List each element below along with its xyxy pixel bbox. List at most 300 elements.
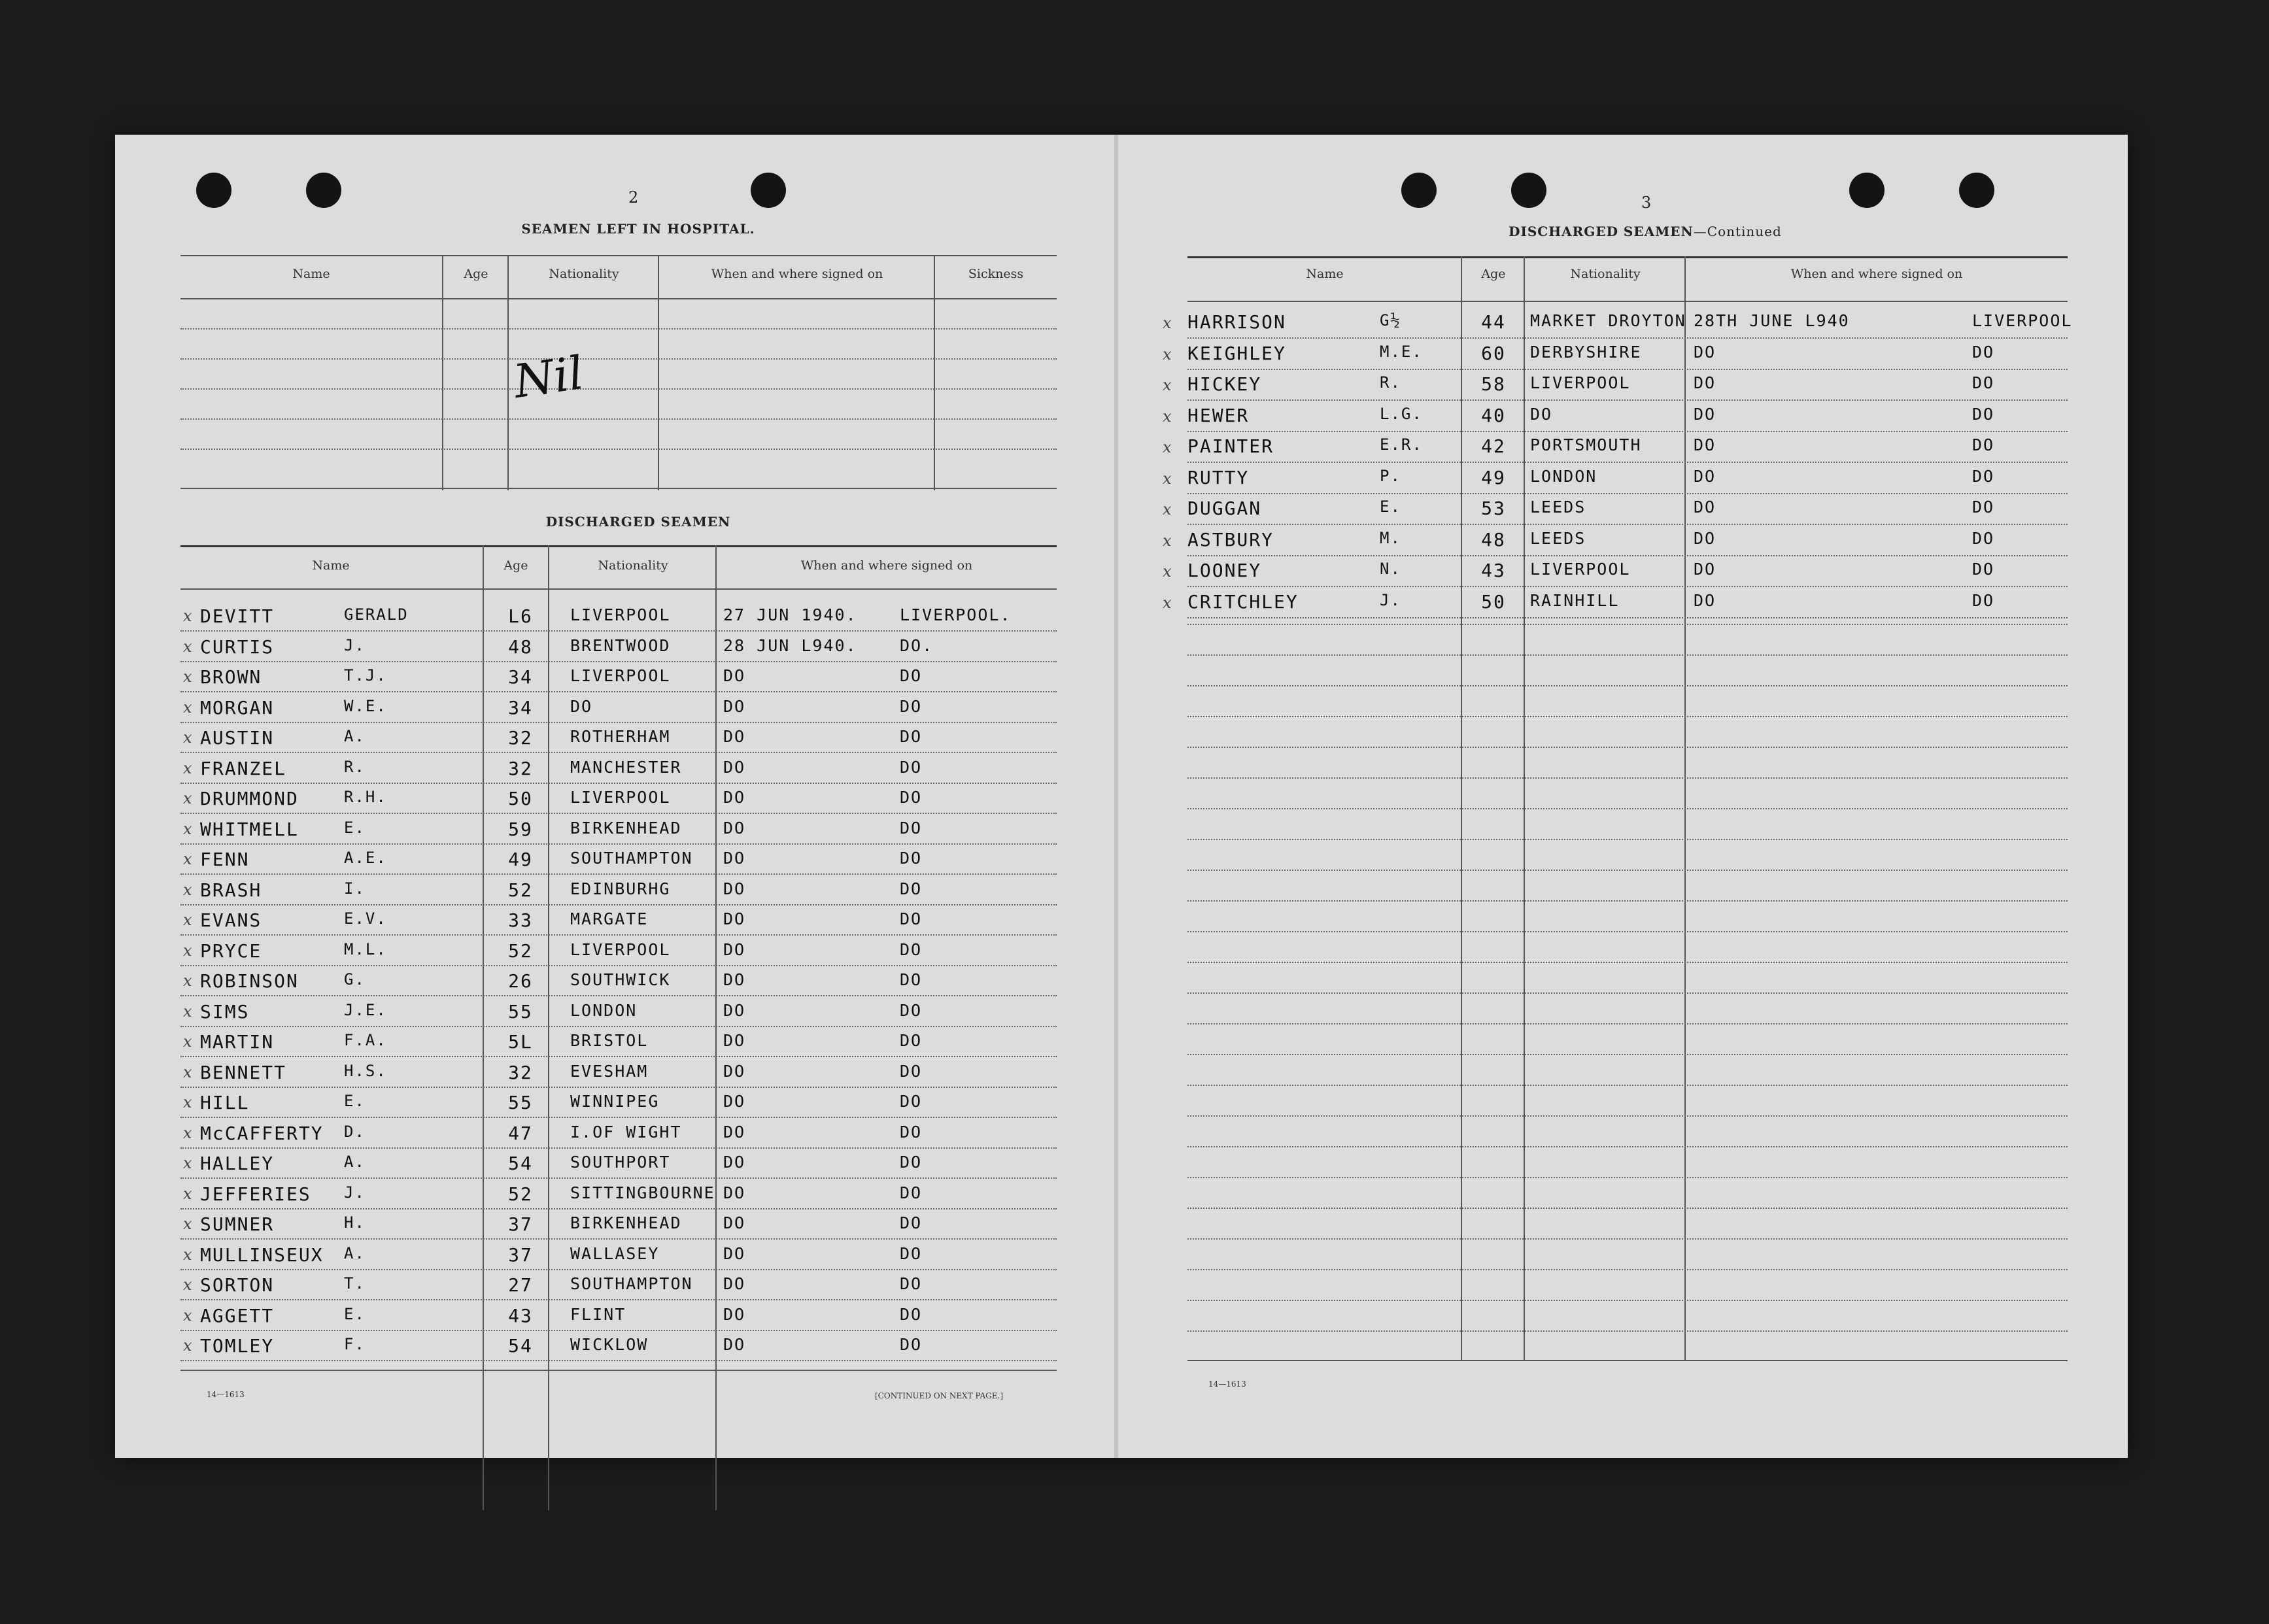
tick-mark: x [183, 1093, 192, 1111]
seaman-initials: H.S. [344, 1062, 387, 1080]
seaman-nationality: LONDON [570, 1001, 638, 1020]
table-bottom-rule [180, 1370, 1057, 1371]
tick-mark: x [183, 1185, 192, 1203]
tick-mark: x [183, 1154, 192, 1172]
seaman-surname: RUTTY [1187, 467, 1250, 488]
seaman-nationality: BRISTOL [570, 1031, 649, 1050]
ledger-sheet [115, 135, 2128, 1458]
seaman-age: 32 [508, 727, 533, 749]
punch-hole [1849, 173, 1885, 208]
seaman-nationality: LIVERPOOL [570, 940, 671, 959]
tick-mark: x [183, 607, 192, 625]
seaman-surname: LOONEY [1187, 560, 1262, 581]
hospital-header-nationality: Nationality [549, 267, 619, 281]
blank-row-rule [1187, 808, 2068, 809]
signed-on-place: DO [1972, 467, 1995, 486]
seaman-age: 27 [508, 1274, 533, 1296]
seaman-surname: SUMNER [200, 1213, 275, 1235]
row-rule [1187, 399, 2068, 401]
row-rule [1187, 586, 2068, 587]
tick-mark: x [183, 972, 192, 990]
seaman-age: 32 [508, 758, 533, 779]
tick-mark: x [1163, 314, 1172, 332]
punch-hole [196, 173, 231, 208]
seaman-nationality: PORTSMOUTH [1530, 435, 1642, 454]
row-rule [180, 1208, 1057, 1210]
signed-on-date: DO [723, 1305, 746, 1324]
signed-on-place: DO [900, 1274, 923, 1293]
seaman-surname: McCAFFERTY [200, 1123, 324, 1144]
punch-hole [306, 173, 341, 208]
blank-row-rule [1187, 1054, 2068, 1055]
row-rule [1187, 524, 2068, 525]
seaman-age: 44 [1481, 311, 1506, 333]
seaman-nationality: ROTHERHAM [570, 727, 671, 746]
blank-row-rule [1187, 1146, 2068, 1147]
blank-row-rule [1187, 654, 2068, 656]
tick-mark: x [1163, 594, 1172, 612]
seaman-initials: E. [344, 819, 366, 837]
signed-on-place: DO [1972, 591, 1995, 610]
tick-mark: x [1163, 532, 1172, 550]
signed-on-place: DO [900, 879, 923, 898]
seaman-age: 49 [508, 849, 533, 870]
signed-on-date: DO [1694, 591, 1716, 610]
signed-on-date: DO [723, 1001, 746, 1020]
signed-on-place: DO [900, 788, 923, 807]
right-header-signed-on: When and where signed on [1790, 267, 1963, 281]
row-rule [180, 1330, 1057, 1331]
seaman-initials: M. [1380, 529, 1401, 547]
seaman-initials: A. [344, 727, 366, 745]
seaman-surname: AGGETT [200, 1305, 275, 1327]
seaman-surname: PRYCE [200, 940, 262, 962]
seaman-nationality: BIRKENHEAD [570, 1213, 682, 1232]
seaman-initials: H. [344, 1213, 366, 1232]
seaman-nationality: WICKLOW [570, 1335, 649, 1354]
tick-mark: x [183, 789, 192, 807]
signed-on-place: DO [900, 1305, 923, 1324]
signed-on-place: DO [900, 1001, 923, 1020]
seaman-nationality: DERBYSHIRE [1530, 343, 1642, 362]
signed-on-date: DO [723, 1335, 746, 1354]
seaman-surname: SORTON [200, 1274, 275, 1296]
row-rule [180, 722, 1057, 723]
table-bottom-rule [1187, 1360, 2068, 1361]
signed-on-date: DO [723, 666, 746, 685]
seaman-surname: HARRISON [1187, 311, 1286, 333]
left-form-number: 14—1613 [207, 1390, 245, 1399]
hospital-header-sickness: Sickness [968, 267, 1024, 281]
blank-row-rule [1187, 1115, 2068, 1117]
row-rule [180, 873, 1057, 875]
discharged-header-signed-on: When and where signed on [800, 558, 973, 573]
right-header-nationality: Nationality [1570, 267, 1641, 281]
right-page-number: 3 [1641, 194, 1652, 212]
row-rule [180, 630, 1057, 632]
seaman-initials: J. [1380, 591, 1401, 609]
seaman-initials: D. [344, 1123, 366, 1141]
signed-on-place: DO [1972, 343, 1995, 362]
seaman-nationality: SOUTHAMPTON [570, 1274, 693, 1293]
seaman-age: 54 [508, 1153, 533, 1174]
discharged-section-title: DISCHARGED SEAMEN [545, 514, 731, 530]
row-rule [180, 661, 1057, 662]
discharged-header-nationality: Nationality [598, 558, 668, 573]
seaman-age: 37 [508, 1244, 533, 1266]
row-rule [180, 1117, 1057, 1118]
seaman-initials: J.E. [344, 1001, 387, 1019]
seaman-surname: HILL [200, 1092, 250, 1113]
seaman-age: 55 [508, 1092, 533, 1113]
seaman-surname: BROWN [200, 666, 262, 688]
punch-hole [751, 173, 786, 208]
seaman-age: 5L [508, 1031, 533, 1053]
tick-mark: x [183, 1245, 192, 1264]
tick-mark: x [183, 637, 192, 656]
seaman-initials: I. [344, 879, 366, 898]
row-rule [180, 691, 1057, 692]
seaman-age: 53 [1481, 498, 1506, 519]
seaman-initials: E. [1380, 498, 1401, 516]
seaman-nationality: LONDON [1530, 467, 1597, 486]
signed-on-place: DO [900, 1123, 923, 1142]
seaman-initials: R.H. [344, 788, 387, 806]
signed-on-place: DO [900, 1183, 923, 1202]
seaman-initials: G. [344, 970, 366, 989]
discharged-header-name: Name [312, 558, 350, 573]
row-rule [180, 934, 1057, 936]
seaman-nationality: LEEDS [1530, 498, 1586, 516]
signed-on-date: DO [1694, 435, 1716, 454]
seaman-initials: E. [344, 1305, 366, 1323]
row-rule [180, 904, 1057, 905]
signed-on-date: DO [723, 849, 746, 868]
seaman-nationality: LIVERPOOL [1530, 373, 1631, 392]
signed-on-place: DO [900, 909, 923, 928]
seaman-nationality: RAINHILL [1530, 591, 1620, 610]
seaman-surname: BENNETT [200, 1062, 287, 1083]
signed-on-date: DO [723, 1123, 746, 1142]
tick-mark: x [1163, 376, 1172, 394]
signed-on-place: LIVERPOOL. [900, 605, 1012, 624]
signed-on-place: DO [1972, 529, 1995, 548]
signed-on-place: DO [900, 819, 923, 837]
seaman-surname: DEVITT [200, 605, 275, 627]
signed-on-date: DO [723, 758, 746, 777]
signed-on-date: DO [723, 970, 746, 989]
seaman-nationality: LEEDS [1530, 529, 1586, 548]
hospital-header-age: Age [464, 267, 488, 281]
tick-mark: x [183, 759, 192, 777]
tick-mark: x [183, 1032, 192, 1051]
signed-on-date: DO [1694, 498, 1716, 516]
signed-on-date: DO [723, 1244, 746, 1263]
right-header-age: Age [1481, 267, 1506, 281]
seaman-age: 48 [1481, 529, 1506, 550]
tick-mark: x [1163, 407, 1172, 426]
seaman-initials: N. [1380, 560, 1401, 578]
seaman-initials: E. [344, 1092, 366, 1110]
seaman-nationality: I.OF WIGHT [570, 1123, 682, 1142]
seaman-age: 48 [508, 636, 533, 658]
seaman-age: 60 [1481, 343, 1506, 364]
seaman-surname: PAINTER [1187, 435, 1274, 457]
signed-on-place: LIVERPOOL [1972, 311, 2073, 330]
seaman-surname: FRANZEL [200, 758, 287, 779]
signed-on-date: DO [723, 1062, 746, 1081]
tick-mark: x [183, 668, 192, 686]
seaman-nationality: SOUTHWICK [570, 970, 671, 989]
seaman-age: 55 [508, 1001, 533, 1023]
signed-on-date: DO [723, 879, 746, 898]
signed-on-date: DO [723, 1153, 746, 1172]
seaman-age: 58 [1481, 373, 1506, 395]
seaman-nationality: DO [570, 697, 593, 716]
blank-row-rule [1187, 716, 2068, 717]
seaman-age: 54 [508, 1335, 533, 1357]
blank-row-rule [1187, 1238, 2068, 1240]
seaman-age: L6 [508, 605, 533, 627]
signed-on-date: 28 JUN L940. [723, 636, 857, 655]
signed-on-place: DO [900, 970, 923, 989]
blank-row-rule [1187, 624, 2068, 625]
seaman-surname: DRUMMOND [200, 788, 299, 809]
tick-mark: x [183, 850, 192, 868]
signed-on-date: DO [1694, 373, 1716, 392]
seaman-age: 33 [508, 909, 533, 931]
seaman-nationality: WALLASEY [570, 1244, 660, 1263]
row-rule [1187, 337, 2068, 339]
seaman-initials: M.L. [344, 940, 387, 958]
seaman-nationality: DO [1530, 405, 1553, 424]
blank-row-rule [1187, 1085, 2068, 1086]
signed-on-date: DO [723, 1183, 746, 1202]
signed-on-place: DO [900, 1092, 923, 1111]
tick-mark: x [1163, 562, 1172, 581]
seaman-age: 32 [508, 1062, 533, 1083]
blank-row-rule [1187, 962, 2068, 963]
signed-on-place: DO [900, 727, 923, 746]
seaman-nationality: MARGATE [570, 909, 649, 928]
blank-row-rule [1187, 1208, 2068, 1209]
tick-mark: x [183, 1336, 192, 1355]
seaman-age: 34 [508, 697, 533, 719]
signed-on-date: DO [1694, 467, 1716, 486]
hospital-header-name: Name [292, 267, 330, 281]
right-discharged-title [1187, 224, 2103, 239]
seaman-age: 50 [1481, 591, 1506, 613]
signed-on-date: DO [723, 1213, 746, 1232]
seaman-nationality: SITTINGBOURNE [570, 1183, 715, 1202]
seaman-nationality: EDINBURHG [570, 879, 671, 898]
blank-row-rule [1187, 900, 2068, 902]
tick-mark: x [183, 820, 192, 838]
seaman-initials: L.G. [1380, 405, 1423, 423]
row-rule [180, 965, 1057, 966]
seaman-age: 34 [508, 666, 533, 688]
right-title-main: DISCHARGED SEAMEN [1509, 224, 1694, 239]
signed-on-date: DO [723, 819, 746, 837]
seaman-initials: A. [344, 1153, 366, 1171]
row-rule [1187, 431, 2068, 432]
right-form-number: 14—1613 [1208, 1379, 1246, 1389]
tick-mark: x [1163, 438, 1172, 456]
punch-hole [1959, 173, 1994, 208]
signed-on-place: DO [1972, 435, 1995, 454]
punch-hole [1511, 173, 1546, 208]
signed-on-place: DO [1972, 498, 1995, 516]
seaman-nationality: BIRKENHEAD [570, 819, 682, 837]
seaman-initials: G½ [1380, 311, 1401, 330]
signed-on-place: DO. [900, 636, 934, 655]
signed-on-place: DO [900, 666, 923, 685]
seaman-surname: CRITCHLEY [1187, 591, 1299, 613]
seaman-age: 40 [1481, 405, 1506, 426]
seaman-surname: FENN [200, 849, 250, 870]
seaman-initials: P. [1380, 467, 1401, 485]
signed-on-place: DO [1972, 373, 1995, 392]
row-rule [180, 813, 1057, 814]
blank-row-rule [1187, 931, 2068, 932]
tick-mark: x [183, 1306, 192, 1325]
seaman-initials: M.E. [1380, 343, 1423, 361]
seaman-initials: T. [344, 1274, 366, 1293]
tick-mark: x [183, 728, 192, 747]
seaman-nationality: LIVERPOOL [570, 788, 671, 807]
seaman-age: 43 [508, 1305, 533, 1327]
tick-mark: x [1163, 500, 1172, 518]
seaman-surname: MULLINSEUX [200, 1244, 324, 1266]
blank-row-rule [1187, 1177, 2068, 1178]
signed-on-place: DO [900, 1153, 923, 1172]
tick-mark: x [183, 1215, 192, 1233]
signed-on-date: DO [1694, 529, 1716, 548]
signed-on-place: DO [900, 1031, 923, 1050]
signed-on-date: DO [1694, 343, 1716, 362]
seaman-surname: CURTIS [200, 636, 275, 658]
row-rule [180, 995, 1057, 996]
seaman-age: 52 [508, 1183, 533, 1205]
tick-mark: x [183, 911, 192, 929]
right-header-name: Name [1306, 267, 1344, 281]
hospital-header-signed-on: When and where signed on [711, 267, 883, 281]
seaman-surname: EVANS [200, 909, 262, 931]
blank-row-rule [1187, 1330, 2068, 1332]
signed-on-date: DO [723, 940, 746, 959]
seaman-nationality: FLINT [570, 1305, 626, 1324]
seaman-surname: AUSTIN [200, 727, 275, 749]
signed-on-place: DO [900, 1335, 923, 1354]
continued-note: [CONTINUED ON NEXT PAGE.] [875, 1391, 1004, 1400]
row-rule [180, 1360, 1057, 1361]
seaman-initials: J. [344, 1183, 366, 1202]
tick-mark: x [183, 1063, 192, 1081]
tick-mark: x [183, 1276, 192, 1294]
blank-row-rule [1187, 1023, 2068, 1024]
blank-row-rule [1187, 1269, 2068, 1270]
seaman-surname: ROBINSON [200, 970, 299, 992]
punch-hole [1401, 173, 1437, 208]
seaman-initials: R. [344, 758, 366, 776]
left-page-number: 2 [628, 188, 639, 207]
seaman-nationality: LIVERPOOL [570, 605, 671, 624]
signed-on-date: 28TH JUNE L940 [1694, 311, 1850, 330]
seaman-initials: R. [1380, 373, 1401, 392]
signed-on-place: DO [900, 849, 923, 868]
signed-on-date: DO [1694, 405, 1716, 424]
tick-mark: x [183, 1002, 192, 1021]
hospital-section-title: SEAMEN LEFT IN HOSPITAL. [521, 221, 755, 237]
row-rule [1187, 369, 2068, 370]
row-rule [180, 1299, 1057, 1300]
seaman-surname: HALLEY [200, 1153, 275, 1174]
blank-row-rule [1187, 1300, 2068, 1301]
row-rule [180, 752, 1057, 753]
seaman-initials: J. [344, 636, 366, 654]
seaman-initials: E.V. [344, 909, 387, 928]
hospital-entry-nil: Nil [510, 346, 587, 409]
seaman-age: 42 [1481, 435, 1506, 457]
row-rule [180, 1177, 1057, 1179]
seaman-surname: ASTBURY [1187, 529, 1274, 550]
signed-on-place: DO [1972, 405, 1995, 424]
blank-row-rule [1187, 685, 2068, 686]
seaman-age: 52 [508, 879, 533, 901]
tick-mark: x [1163, 345, 1172, 364]
seaman-initials: F.A. [344, 1031, 387, 1049]
signed-on-place: DO [900, 697, 923, 716]
seaman-age: 26 [508, 970, 533, 992]
signed-on-date: DO [1694, 560, 1716, 579]
seaman-surname: HICKEY [1187, 373, 1262, 395]
seaman-age: 49 [1481, 467, 1506, 488]
seaman-nationality: EVESHAM [570, 1062, 649, 1081]
blank-row-rule [1187, 747, 2068, 748]
row-rule [180, 1087, 1057, 1088]
tick-mark: x [183, 698, 192, 717]
seaman-nationality: MARKET DROYTON [1530, 311, 1686, 330]
signed-on-date: 27 JUN 1940. [723, 605, 857, 624]
signed-on-place: DO [900, 1062, 923, 1081]
tick-mark: x [183, 1124, 192, 1142]
signed-on-place: DO [900, 1244, 923, 1263]
signed-on-date: DO [723, 788, 746, 807]
seaman-surname: DUGGAN [1187, 498, 1262, 519]
seaman-surname: TOMLEY [200, 1335, 275, 1357]
seaman-surname: JEFFERIES [200, 1183, 311, 1205]
signed-on-date: DO [723, 697, 746, 716]
tick-mark: x [183, 881, 192, 899]
seaman-surname: HEWER [1187, 405, 1250, 426]
row-rule [1187, 493, 2068, 494]
tick-mark: x [183, 941, 192, 960]
seaman-nationality: LIVERPOOL [570, 666, 671, 685]
seaman-nationality: LIVERPOOL [1530, 560, 1631, 579]
seaman-initials: E.R. [1380, 435, 1423, 454]
seaman-nationality: SOUTHAMPTON [570, 849, 693, 868]
seaman-initials: F. [344, 1335, 366, 1353]
seaman-age: 37 [508, 1213, 533, 1235]
seaman-age: 47 [508, 1123, 533, 1144]
seaman-surname: WHITMELL [200, 819, 299, 840]
seaman-initials: A.E. [344, 849, 387, 867]
signed-on-date: DO [723, 727, 746, 746]
row-rule [180, 1269, 1057, 1270]
seaman-surname: MORGAN [200, 697, 275, 719]
blank-row-rule [1187, 992, 2068, 994]
seaman-initials: GERALD [344, 605, 409, 624]
